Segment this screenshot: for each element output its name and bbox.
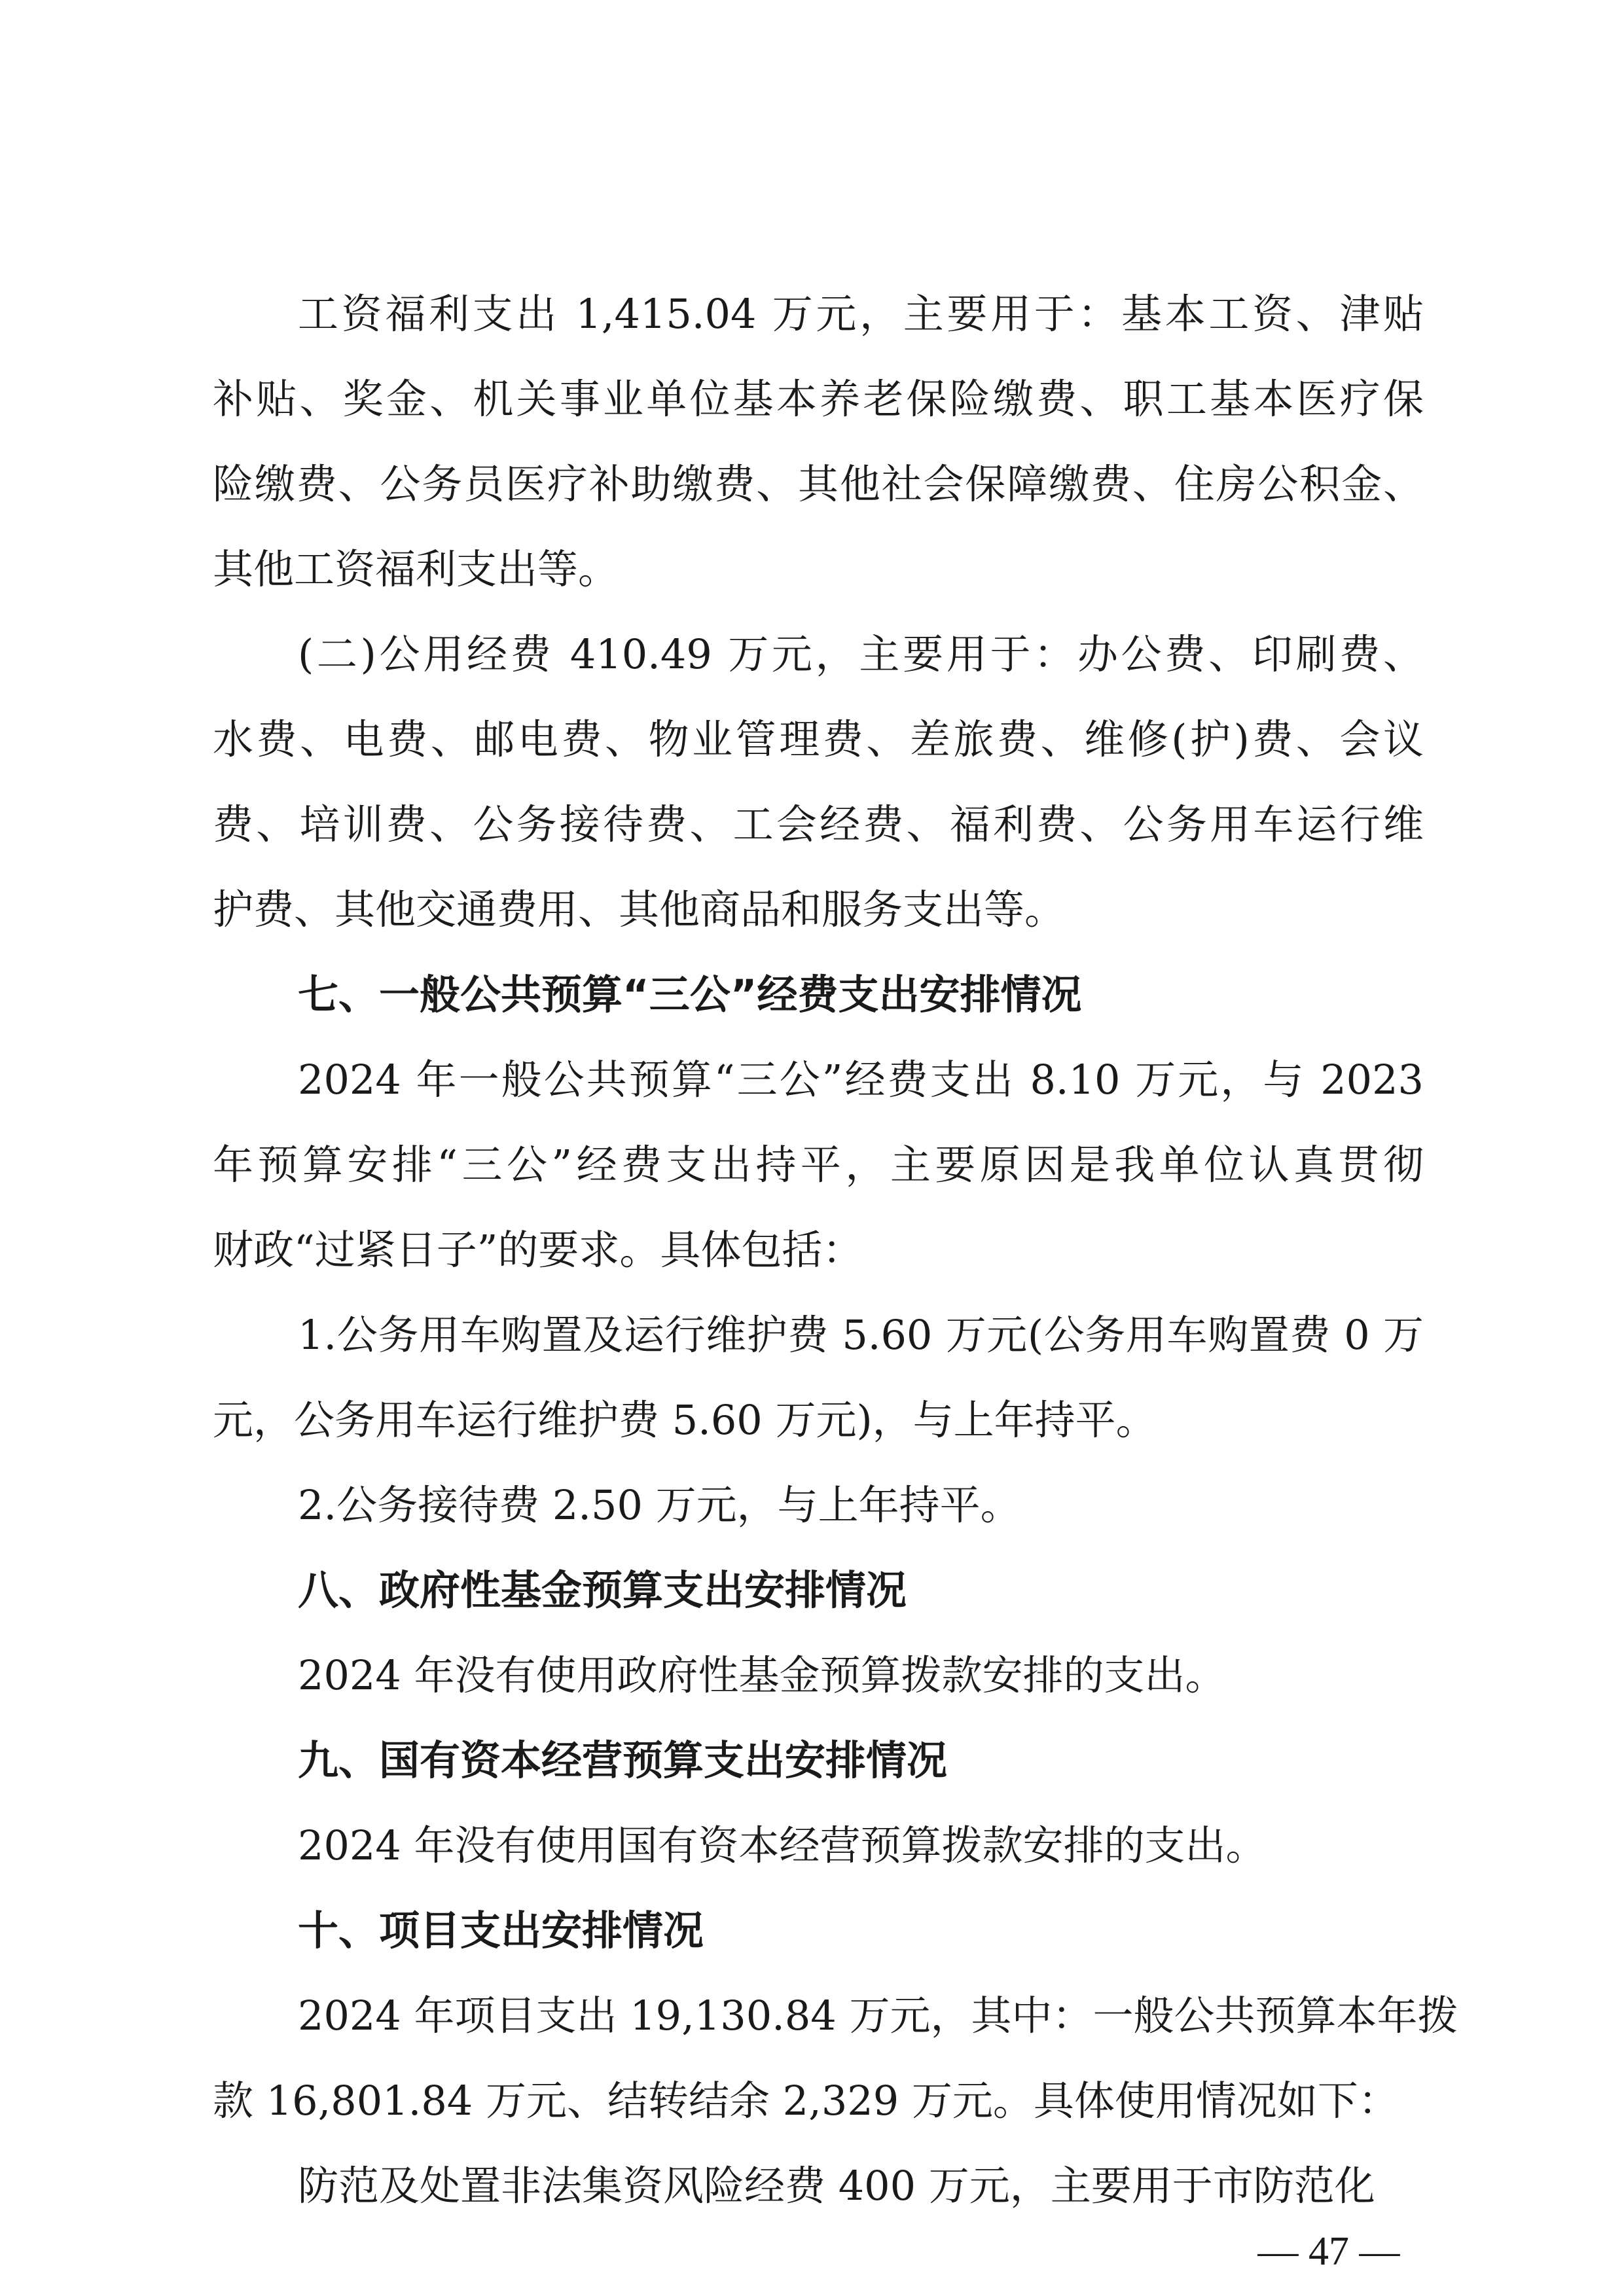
paragraph-line: 财政“过紧日子”的要求。具体包括： [213,1226,863,1274]
paragraph-line: 护费、其他交通费用、其他商品和服务支出等。 [213,886,1066,933]
list-item: 1.公务用车购置及运行维护费 5.60 万元(公务用车购置费 0 万 [298,1311,1424,1359]
paragraph-line: 2024 年没有使用国有资本经营预算拨款安排的支出。 [298,1821,1267,1869]
paragraph-line: 水费、电费、邮电费、物业管理费、差旅费、维修(护)费、会议 [213,715,1424,763]
paragraph-line: 险缴费、公务员医疗补助缴费、其他社会保障缴费、住房公积金、 [213,460,1424,508]
paragraph-line: 2024 年没有使用政府性基金预算拨款安排的支出。 [298,1651,1226,1699]
list-item: 2.公务接待费 2.50 万元，与上年持平。 [298,1481,1021,1529]
section-heading: 八、政府性基金预算支出安排情况 [298,1566,907,1614]
page-number: — 47 — [1257,2229,1400,2274]
section-heading: 九、国有资本经营预算支出安排情况 [298,1736,948,1784]
paragraph-line: 工资福利支出 1,415.04 万元，主要用于：基本工资、津贴 [298,290,1424,338]
paragraph-line: 防范及处置非法集资风险经费 400 万元，主要用于市防范化 [298,2162,1375,2210]
list-item: 元，公务用车运行维护费 5.60 万元)，与上年持平。 [213,1396,1157,1444]
paragraph-line: 款 16,801.84 万元、结转结余 2,329 万元。具体使用情况如下： [213,2077,1399,2125]
section-heading: 十、项目支出安排情况 [298,1907,704,1954]
paragraph-line: 年预算安排“三公”经费支出持平，主要原因是我单位认真贯彻 [213,1141,1424,1189]
paragraph-line: 其他工资福利支出等。 [213,545,619,593]
section-heading: 七、一般公共预算“三公”经费支出安排情况 [298,971,1082,1018]
paragraph-line: 2024 年项目支出 19,130.84 万元，其中：一般公共预算本年拨 [298,1992,1458,2039]
paragraph-line: 补贴、奖金、机关事业单位基本养老保险缴费、职工基本医疗保 [213,375,1424,423]
paragraph-line: (二)公用经费 410.49 万元，主要用于：办公费、印刷费、 [298,630,1424,678]
paragraph-line: 2024 年一般公共预算“三公”经费支出 8.10 万元，与 2023 [298,1056,1424,1103]
paragraph-line: 费、培训费、公务接待费、工会经费、福利费、公务用车运行维 [213,800,1424,848]
